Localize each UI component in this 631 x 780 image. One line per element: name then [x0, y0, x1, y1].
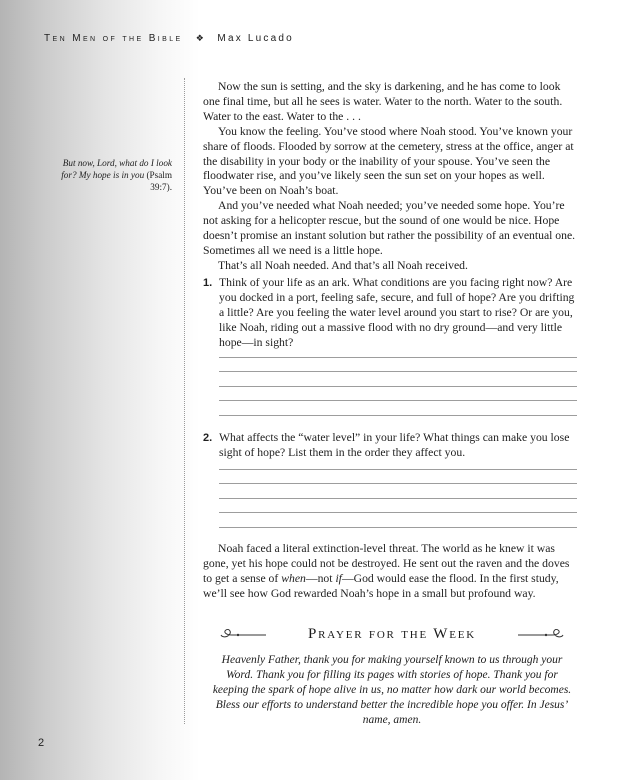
answer-line[interactable] — [219, 513, 577, 528]
prayer-text: Heavenly Father, thank you for making yourself known to us through your Word. Thank you for filling its pages with stories of hope. Thank you for keeping the spark of hope alive in us, no matter how dark our world becomes. Bless our efforts to understand better the incredible hope you offer. In Jesus’ name, amen. — [212, 654, 572, 726]
question-number: 2. — [203, 432, 213, 444]
answer-lines-1[interactable] — [219, 343, 577, 416]
page-margin-gradient — [0, 0, 200, 780]
right-flourish-icon — [516, 627, 564, 643]
closing-emphasis-when: when — [281, 571, 306, 585]
answer-line[interactable] — [219, 387, 577, 402]
margin-divider — [184, 78, 185, 724]
running-header — [44, 33, 294, 44]
author-name: Max Lucado — [217, 33, 294, 44]
answer-line[interactable] — [219, 372, 577, 387]
body-text — [203, 80, 579, 274]
answer-line[interactable] — [219, 499, 577, 514]
answer-lines-2[interactable] — [219, 455, 577, 528]
closing-text: —God would ease the flood. In the first study, we’ll see how God rewarded Noah’s hope in a small but profound way. — [203, 571, 559, 600]
diamond-cross-icon: ❖ — [195, 33, 207, 43]
question-number: 1. — [203, 277, 213, 289]
book-title: Ten Men of the Bible — [44, 33, 183, 44]
closing-text: —not — [305, 571, 336, 585]
prayer-heading — [220, 626, 564, 648]
question-text: What affects the “water level” in your life? What things can make you lose sight of hope? List them in the order they affect you. — [219, 431, 570, 459]
prayer-title: Prayer for the Week — [307, 626, 477, 642]
answer-line[interactable] — [219, 343, 577, 358]
body-paragraph: And you’ve needed what Noah needed; you’ve needed some hope. You’re not asking for a helicopter rescue, but the sound of one would be nice. Hope doesn’t promise an instant solution but rather the possibility of an eventual one. Sometimes all we need is a little hope. — [203, 199, 576, 257]
closing-paragraph — [203, 542, 579, 602]
closing-emphasis-if: if — [335, 571, 342, 585]
answer-line[interactable] — [219, 470, 577, 485]
answer-line[interactable] — [219, 484, 577, 499]
body-paragraph: You know the feeling. You’ve stood where Noah stood. You’ve known your share of floods. Flooded by sorrow at the cemetery, stress at the office, anger at the disability in your body or the inability of your spouse. You’ve seen the floodwater rise, and you’ve likely seen the sun set on your hopes as well. You’ve been on Noah’s boat. — [203, 124, 574, 198]
body-paragraph: Now the sun is setting, and the sky is darkening, and he has come to look one final time, but all he sees is water. Water to the north. Water to the south. Water to the east. Water to the . . . — [203, 80, 563, 123]
answer-line[interactable] — [219, 401, 577, 416]
margin-quote-reference: (Psalm 39:7). — [146, 170, 172, 192]
closing-text: Noah faced a literal extinction-level threat. The world as he knew it was gone, yet his hope could not be destroyed. He sent out the raven and the doves to get a sense of — [203, 542, 570, 585]
body-paragraph: That’s all Noah needed. And that’s all Noah received. — [218, 258, 468, 272]
margin-quote-text: But now, Lord, what do I look for? My hope is in you — [61, 158, 172, 180]
page-number: 2 — [38, 737, 45, 749]
answer-line[interactable] — [219, 358, 577, 373]
question-1 — [203, 276, 579, 351]
question-text: Think of your life as an ark. What conditions are you facing right now? Are you docked in a port, feeling safe, secure, and full of hope? Are you drifting a little? Are you feeling the water level around you start to rise? Or are you, like Noah, riding out a massive flood with no dry ground—and very little hope—in sight? — [219, 276, 575, 349]
answer-line[interactable] — [219, 455, 577, 470]
margin-quote — [52, 157, 172, 193]
